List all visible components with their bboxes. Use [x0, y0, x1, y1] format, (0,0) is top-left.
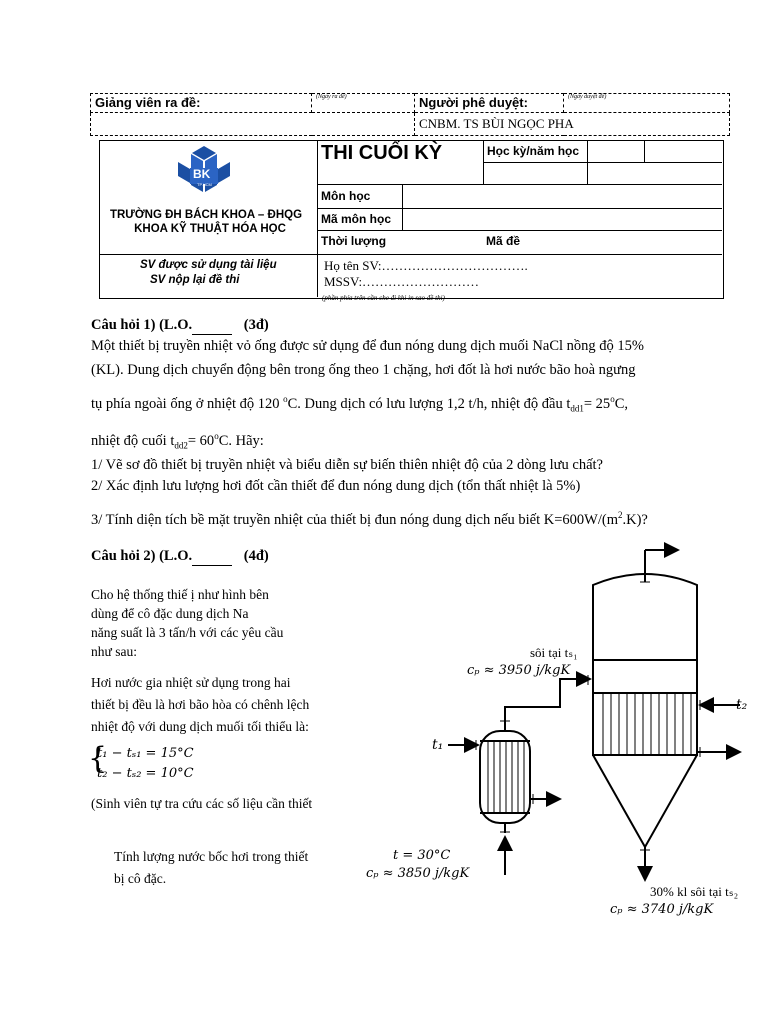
- degree-mark: o: [610, 394, 615, 404]
- feed-line: [505, 679, 590, 720]
- label-t2: t₂: [736, 697, 748, 713]
- label-boil-ts1: sôi tại tₛ₁: [530, 645, 578, 660]
- submit-note: SV nộp lại đề thi: [150, 274, 240, 286]
- student-id-field: MSSV:………………………: [324, 274, 480, 289]
- info-divider-bottom: [317, 254, 318, 297]
- evaporator-cone: [593, 755, 697, 847]
- grid-line: [317, 208, 722, 209]
- q1-line3d: C,: [614, 395, 628, 412]
- q1-line2: (KL). Dung dịch chuyển động bên trong ống theo 1 chặng, hơi đốt là hơi nước bão hoà ngưng: [91, 362, 636, 378]
- grid-line: [483, 162, 722, 163]
- semester-label: Học kỳ/năm học: [487, 144, 580, 158]
- label-cp1: cₚ ≈ 3950 j/kgK: [467, 663, 571, 678]
- tdd1-sub: dd1: [570, 403, 584, 414]
- q1-line4c: C. Hãy:: [218, 432, 264, 449]
- q2-heating: [91, 672, 356, 738]
- brace-icon: {: [88, 741, 108, 776]
- cover-note: (phần phía trên cần che đi khi in sao đề thi): [322, 294, 445, 302]
- materials-note: SV được sử dụng tài liệu: [140, 259, 277, 271]
- university-logo: [178, 146, 230, 204]
- subject-label: Môn học: [321, 189, 371, 203]
- university-line: TRƯỜNG ĐH BÁCH KHOA – ĐHQG: [109, 209, 303, 221]
- logo-sub: TP.HCM: [197, 182, 212, 187]
- approver-date-hint: (Ngày duyệt đề): [568, 94, 607, 100]
- student-name-field: Họ tên SV:…………………………….: [324, 258, 528, 273]
- q2-p1-l4: như sau:: [91, 644, 137, 659]
- q1-line3c: = 25: [583, 395, 611, 412]
- label-t1: t₁: [432, 737, 444, 753]
- approver-label: Người phê duyệt:: [419, 95, 528, 110]
- evaporator-shell: [593, 660, 697, 755]
- q1-item3: [91, 506, 648, 529]
- q2-eq2: t₂ − tₛ₂ = 10°C: [97, 766, 194, 781]
- approver-date-cell: [564, 94, 730, 113]
- q2-p2-l2: thiết bị đều là hơi bão hòa có chênh lệch: [91, 697, 310, 712]
- exam-code-label: Mã đề: [486, 234, 521, 248]
- duration-label: Thời lượng: [321, 234, 387, 248]
- q1-line4: [91, 427, 264, 455]
- evaporator-dome: [593, 574, 697, 660]
- q2-eq1: t₁ − tₛ₁ = 15°C: [97, 746, 194, 761]
- q1-line3a: tụ phía ngoài ống ở nhiệt độ 120: [91, 395, 280, 412]
- grid-line: [402, 184, 403, 230]
- approval-table: [90, 93, 730, 136]
- university-name: [99, 208, 313, 236]
- q1-points: (3đ): [243, 317, 269, 333]
- lecturer-label: Giảng viên ra đề:: [95, 95, 201, 110]
- label-cp-in: cₚ ≈ 3850 j/kgK: [366, 866, 470, 881]
- approver-cell: [415, 94, 564, 113]
- q2-task: [114, 846, 308, 890]
- q2-task-l2: bị cô đặc.: [114, 871, 167, 886]
- grid-line: [587, 140, 588, 184]
- tdd2-sub: dd2: [174, 440, 188, 451]
- q2-p2-l3: nhiệt độ với dung dịch muối tối thiểu là:: [91, 719, 309, 734]
- degree-mark: o: [214, 431, 219, 441]
- approver-name-cell: [415, 113, 730, 136]
- q1-item1: 1/ Vẽ sơ đồ thiết bị truyền nhiệt và biểu diễn sự biến thiên nhiệt độ của 2 dòng lưu chất?: [91, 457, 603, 473]
- subject-code-label: Mã môn học: [321, 212, 392, 226]
- q2-title: [91, 547, 269, 566]
- q2-lo-blank: [192, 547, 232, 566]
- q1-line4b: = 60: [187, 432, 215, 449]
- q2-note: (Sinh viên tự tra cứu các số liệu cần thiết: [91, 796, 313, 811]
- lecturer-date-cell: [312, 94, 415, 113]
- q1-item3a: 3/ Tính diện tích bề mặt truyền nhiệt của thiết bị đun nóng dung dịch nếu biết K=600W/(m: [91, 511, 618, 528]
- q2-p2-l1: Hơi nước gia nhiệt sử dụng trong hai: [91, 675, 291, 690]
- q1-item3b: .K)?: [622, 511, 648, 528]
- q1-line3b: C. Dung dịch có lưu lượng 1,2 t/h, nhiệt độ đầu t: [287, 395, 571, 412]
- label-product: 30% kl sôi tại tₛ₂: [650, 884, 739, 899]
- logo-text: BK: [193, 167, 211, 181]
- q2-intro: [91, 585, 356, 661]
- exam-title: THI CUỐI KỲ: [321, 142, 443, 164]
- q1-line3: [91, 390, 628, 418]
- lecturer-cell: [91, 94, 312, 113]
- lecturer-name-cell: [91, 113, 415, 136]
- q1-line1: Một thiết bị truyền nhiệt vỏ ống được sử dụng để đun nóng dung dịch muối NaCl nồng độ 15%: [91, 338, 644, 354]
- q2-p1-l2: dùng để cô đặc dung dịch Na: [91, 606, 249, 621]
- student-notes: [140, 258, 277, 288]
- q1-title: [91, 316, 269, 335]
- q2-points: (4đ): [243, 548, 269, 564]
- grid-line: [317, 230, 722, 231]
- grid-line: [317, 184, 722, 185]
- q2-equations: [97, 744, 194, 784]
- student-fields: [324, 258, 528, 290]
- q1-lo-blank: [192, 316, 232, 335]
- approver-name: CNBM. TS BÙI NGỌC PHA: [419, 116, 574, 131]
- info-divider-h: [99, 254, 722, 255]
- label-feed-temp: t = 30°C: [393, 848, 451, 863]
- m2-sup: 2: [617, 510, 623, 520]
- faculty-line: KHOA KỸ THUẬT HÓA HỌC: [134, 223, 286, 235]
- q2-task-l1: Tính lượng nước bốc hơi trong thiết: [114, 849, 309, 864]
- grid-line: [644, 140, 645, 162]
- label-cp-out: cₚ ≈ 3740 j/kgK: [610, 902, 714, 917]
- q2-title-text: Câu hỏi 2) (L.O.: [91, 548, 193, 564]
- q1-item2: 2/ Xác định lưu lượng hơi đốt cần thiết để đun nóng dung dịch (tổn thất nhiệt là 5%): [91, 478, 581, 494]
- degree-mark: o: [283, 394, 288, 404]
- q2-p1-l1: Cho hệ thống thiế ị như hình bên: [91, 587, 269, 602]
- q1-line4a: nhiệt độ cuối t: [91, 432, 175, 449]
- lecturer-date-hint: (Ngày ra đề): [316, 94, 347, 100]
- q2-p1-l3: năng suất là 3 tấn/h với các yêu cầu: [91, 625, 284, 640]
- info-divider: [317, 140, 318, 254]
- q1-title-text: Câu hỏi 1) (L.O.: [91, 317, 193, 333]
